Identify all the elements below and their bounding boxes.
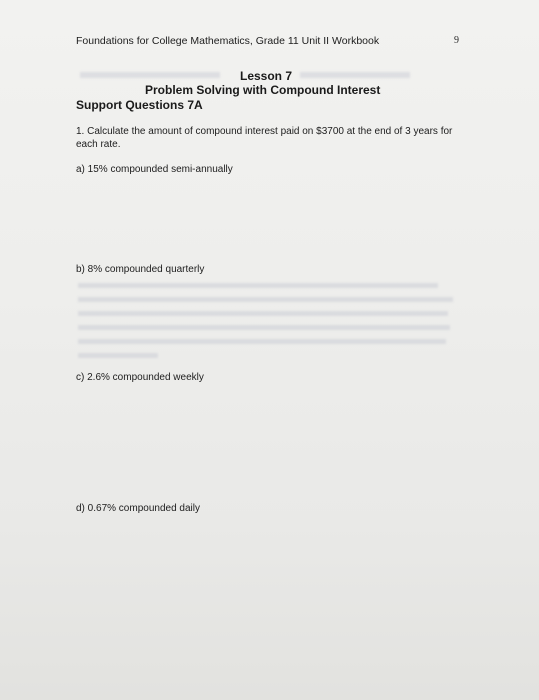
section-heading: Support Questions 7A [76,98,203,112]
bleed-through-line [78,339,446,344]
page-number: 9 [454,35,459,46]
question-part-c: c) 2.6% compounded weekly [76,372,204,383]
bleed-through-line [300,72,410,78]
bleed-through-line [78,325,450,330]
question-part-b: b) 8% compounded quarterly [76,264,205,275]
workbook-title: Foundations for College Mathematics, Grade 11 Unit II Workbook [76,35,380,47]
question-part-d: d) 0.67% compounded daily [76,503,200,514]
lesson-title: Problem Solving with Compound Interest [145,83,381,97]
lesson-number: Lesson 7 [240,69,293,83]
bleed-through-line [78,283,438,288]
bleed-through-line [78,311,448,316]
bleed-through-line [80,72,220,78]
bleed-through-line [78,297,453,302]
bleed-through-line [78,353,158,358]
question-text: 1. Calculate the amount of compound interest paid on $3700 at the end of 3 years for each rate. [76,126,453,150]
question-part-a: a) 15% compounded semi-annually [76,164,233,175]
